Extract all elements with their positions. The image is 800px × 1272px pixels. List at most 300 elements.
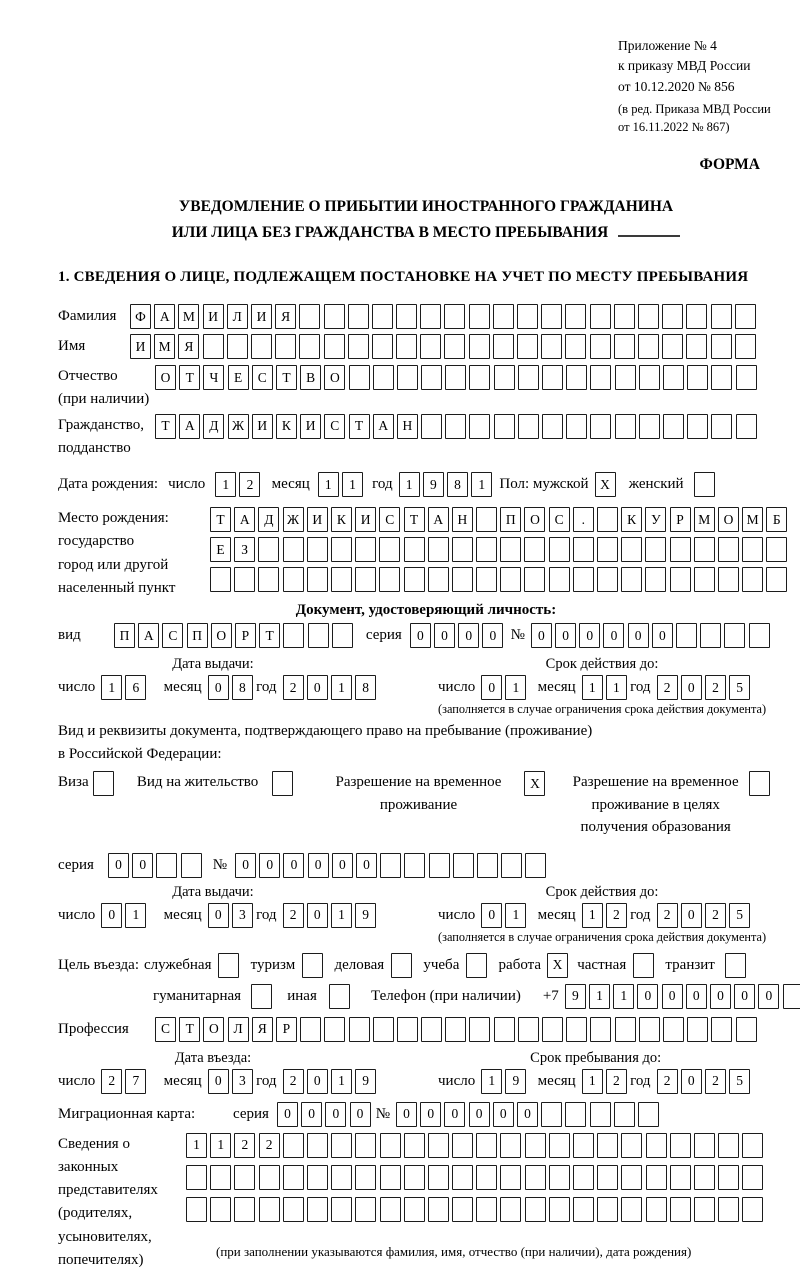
profession-char-box[interactable]: Л — [228, 1017, 249, 1042]
birth-place-char-box[interactable]: Д — [258, 507, 279, 532]
birth-place-char-box[interactable]: Т — [210, 507, 231, 532]
birth-place-char-box[interactable]: С — [379, 507, 400, 532]
stay-year-box[interactable]: 0 — [681, 1069, 702, 1094]
birth-year-box[interactable]: 1 — [399, 472, 420, 497]
doc-type-char-box[interactable]: П — [187, 623, 208, 648]
citizenship-char-box[interactable]: И — [300, 414, 321, 439]
patronymic-char-box[interactable] — [494, 365, 515, 390]
name-char-box[interactable] — [662, 334, 683, 359]
profession-char-box[interactable] — [566, 1017, 587, 1042]
birth-place-char-box[interactable] — [452, 537, 473, 562]
guardians-char-box[interactable] — [476, 1197, 497, 1222]
entry-day-box[interactable]: 7 — [125, 1069, 146, 1094]
patronymic-char-box[interactable] — [687, 365, 708, 390]
name-char-box[interactable] — [324, 334, 345, 359]
guardians-char-box[interactable] — [428, 1133, 449, 1158]
profession-char-box[interactable] — [736, 1017, 757, 1042]
birth-place-char-box[interactable] — [258, 567, 279, 592]
name-char-box[interactable] — [444, 334, 465, 359]
guardians-char-box[interactable] — [283, 1133, 304, 1158]
guardians-char-box[interactable] — [525, 1133, 546, 1158]
migration-series-box[interactable]: 0 — [350, 1102, 371, 1127]
surname-char-box[interactable] — [420, 304, 441, 329]
profession-char-box[interactable] — [300, 1017, 321, 1042]
phone-digit-box[interactable]: 1 — [589, 984, 610, 1009]
guardians-char-box[interactable] — [355, 1197, 376, 1222]
patronymic-char-box[interactable]: Е — [228, 365, 249, 390]
birth-place-char-box[interactable] — [283, 537, 304, 562]
birth-month-box[interactable]: 1 — [342, 472, 363, 497]
profession-char-box[interactable] — [373, 1017, 394, 1042]
patronymic-char-box[interactable] — [349, 365, 370, 390]
migration-number-box[interactable]: 0 — [493, 1102, 514, 1127]
guardians-char-box[interactable] — [549, 1197, 570, 1222]
migration-series-box[interactable]: 0 — [301, 1102, 322, 1127]
guardians-char-box[interactable] — [234, 1197, 255, 1222]
guardians-char-box[interactable] — [500, 1197, 521, 1222]
name-char-box[interactable]: Я — [178, 334, 199, 359]
phone-digit-box[interactable]: 0 — [637, 984, 658, 1009]
surname-char-box[interactable] — [711, 304, 732, 329]
temp-residence-box[interactable]: X — [524, 771, 545, 796]
birth-place-char-box[interactable]: А — [234, 507, 255, 532]
patronymic-char-box[interactable] — [711, 365, 732, 390]
patronymic-char-box[interactable] — [518, 365, 539, 390]
guardians-char-box[interactable] — [259, 1165, 280, 1190]
profession-char-box[interactable] — [349, 1017, 370, 1042]
profession-char-box[interactable]: Т — [179, 1017, 200, 1042]
patronymic-char-box[interactable] — [469, 365, 490, 390]
surname-char-box[interactable] — [614, 304, 635, 329]
guardians-char-box[interactable] — [283, 1165, 304, 1190]
citizenship-char-box[interactable]: С — [324, 414, 345, 439]
surname-char-box[interactable] — [324, 304, 345, 329]
permit-number-box[interactable] — [404, 853, 425, 878]
profession-char-box[interactable] — [663, 1017, 684, 1042]
guardians-char-box[interactable] — [476, 1165, 497, 1190]
profession-char-box[interactable] — [421, 1017, 442, 1042]
migration-number-box[interactable]: 0 — [420, 1102, 441, 1127]
guardians-char-box[interactable] — [646, 1165, 667, 1190]
permit-series-box[interactable]: 0 — [132, 853, 153, 878]
surname-char-box[interactable] — [372, 304, 393, 329]
birth-year-box[interactable]: 8 — [447, 472, 468, 497]
citizenship-char-box[interactable] — [711, 414, 732, 439]
doc-number-box[interactable]: 0 — [579, 623, 600, 648]
permit-series-box[interactable]: 0 — [108, 853, 129, 878]
permit-number-box[interactable] — [429, 853, 450, 878]
stay-month-box[interactable]: 1 — [582, 1069, 603, 1094]
guardians-char-box[interactable] — [452, 1165, 473, 1190]
guardians-char-box[interactable] — [694, 1165, 715, 1190]
guardians-char-box[interactable] — [718, 1197, 739, 1222]
name-char-box[interactable] — [493, 334, 514, 359]
permit-number-box[interactable]: 0 — [356, 853, 377, 878]
doc-expiry-day-box[interactable]: 1 — [505, 675, 526, 700]
birth-place-char-box[interactable] — [645, 567, 666, 592]
purpose-private-box[interactable] — [633, 953, 654, 978]
phone-digit-box[interactable] — [783, 984, 800, 1009]
birth-place-char-box[interactable] — [670, 537, 691, 562]
guardians-char-box[interactable] — [452, 1133, 473, 1158]
doc-expiry-day-box[interactable]: 0 — [481, 675, 502, 700]
doc-issue-month-box[interactable]: 8 — [232, 675, 253, 700]
guardians-char-box[interactable] — [718, 1165, 739, 1190]
doc-issue-day-box[interactable]: 1 — [101, 675, 122, 700]
permit-number-box[interactable]: 0 — [235, 853, 256, 878]
name-char-box[interactable] — [469, 334, 490, 359]
doc-issue-year-box[interactable]: 0 — [307, 675, 328, 700]
doc-number-box[interactable]: 0 — [531, 623, 552, 648]
doc-expiry-month-box[interactable]: 1 — [582, 675, 603, 700]
birth-place-char-box[interactable] — [258, 537, 279, 562]
migration-number-box[interactable]: 0 — [396, 1102, 417, 1127]
purpose-work-box[interactable]: X — [547, 953, 568, 978]
profession-char-box[interactable] — [494, 1017, 515, 1042]
patronymic-char-box[interactable] — [421, 365, 442, 390]
permit-expiry-day-box[interactable]: 1 — [505, 903, 526, 928]
patronymic-char-box[interactable]: С — [252, 365, 273, 390]
guardians-char-box[interactable] — [573, 1165, 594, 1190]
entry-year-box[interactable]: 2 — [283, 1069, 304, 1094]
surname-char-box[interactable] — [735, 304, 756, 329]
doc-type-char-box[interactable]: А — [138, 623, 159, 648]
permit-expiry-year-box[interactable]: 2 — [705, 903, 726, 928]
guardians-char-box[interactable] — [186, 1197, 207, 1222]
birth-place-char-box[interactable] — [452, 567, 473, 592]
birth-place-char-box[interactable] — [428, 537, 449, 562]
doc-type-char-box[interactable] — [332, 623, 353, 648]
guardians-char-box[interactable] — [380, 1165, 401, 1190]
guardians-char-box[interactable] — [742, 1133, 763, 1158]
doc-issue-year-box[interactable]: 2 — [283, 675, 304, 700]
profession-char-box[interactable] — [469, 1017, 490, 1042]
permit-expiry-month-box[interactable]: 2 — [606, 903, 627, 928]
birth-place-char-box[interactable] — [573, 567, 594, 592]
surname-char-box[interactable] — [541, 304, 562, 329]
doc-type-char-box[interactable] — [308, 623, 329, 648]
patronymic-char-box[interactable] — [590, 365, 611, 390]
patronymic-char-box[interactable]: Ч — [203, 365, 224, 390]
guardians-char-box[interactable] — [670, 1197, 691, 1222]
name-char-box[interactable] — [420, 334, 441, 359]
permit-expiry-year-box[interactable]: 2 — [657, 903, 678, 928]
guardians-char-box[interactable] — [307, 1133, 328, 1158]
stay-year-box[interactable]: 2 — [657, 1069, 678, 1094]
profession-char-box[interactable] — [324, 1017, 345, 1042]
doc-issue-year-box[interactable]: 8 — [355, 675, 376, 700]
purpose-other-box[interactable] — [329, 984, 350, 1009]
birth-place-char-box[interactable] — [573, 537, 594, 562]
citizenship-char-box[interactable] — [421, 414, 442, 439]
permit-issue-year-box[interactable]: 2 — [283, 903, 304, 928]
doc-number-box[interactable]: 0 — [603, 623, 624, 648]
guardians-char-box[interactable] — [380, 1197, 401, 1222]
guardians-char-box[interactable] — [355, 1165, 376, 1190]
guardians-char-box[interactable] — [694, 1133, 715, 1158]
guardians-char-box[interactable] — [234, 1165, 255, 1190]
birth-place-char-box[interactable] — [670, 567, 691, 592]
guardians-char-box[interactable] — [597, 1165, 618, 1190]
permit-series-box[interactable] — [181, 853, 202, 878]
name-char-box[interactable] — [517, 334, 538, 359]
birth-place-char-box[interactable] — [500, 537, 521, 562]
permit-expiry-year-box[interactable]: 5 — [729, 903, 750, 928]
citizenship-char-box[interactable]: А — [373, 414, 394, 439]
phone-digit-box[interactable]: 1 — [613, 984, 634, 1009]
surname-char-box[interactable] — [590, 304, 611, 329]
birth-place-char-box[interactable] — [404, 567, 425, 592]
stay-year-box[interactable]: 2 — [705, 1069, 726, 1094]
profession-char-box[interactable] — [542, 1017, 563, 1042]
birth-place-char-box[interactable] — [597, 567, 618, 592]
guardians-char-box[interactable] — [500, 1133, 521, 1158]
residence-permit-box[interactable] — [272, 771, 293, 796]
birth-place-char-box[interactable]: О — [524, 507, 545, 532]
purpose-tourism-box[interactable] — [302, 953, 323, 978]
permit-issue-year-box[interactable]: 1 — [331, 903, 352, 928]
name-char-box[interactable] — [614, 334, 635, 359]
guardians-char-box[interactable] — [573, 1197, 594, 1222]
permit-number-box[interactable]: 0 — [332, 853, 353, 878]
doc-expiry-year-box[interactable]: 2 — [705, 675, 726, 700]
citizenship-char-box[interactable] — [469, 414, 490, 439]
patronymic-char-box[interactable] — [373, 365, 394, 390]
permit-expiry-year-box[interactable]: 0 — [681, 903, 702, 928]
name-char-box[interactable]: И — [130, 334, 151, 359]
profession-char-box[interactable] — [711, 1017, 732, 1042]
migration-number-box[interactable] — [541, 1102, 562, 1127]
guardians-char-box[interactable] — [597, 1197, 618, 1222]
name-char-box[interactable] — [735, 334, 756, 359]
citizenship-char-box[interactable]: Т — [155, 414, 176, 439]
guardians-char-box[interactable] — [404, 1165, 425, 1190]
name-char-box[interactable] — [275, 334, 296, 359]
guardians-char-box[interactable] — [670, 1133, 691, 1158]
birth-year-box[interactable]: 9 — [423, 472, 444, 497]
permit-number-box[interactable] — [477, 853, 498, 878]
patronymic-char-box[interactable]: Т — [179, 365, 200, 390]
name-char-box[interactable] — [565, 334, 586, 359]
birth-place-char-box[interactable] — [476, 507, 497, 532]
surname-char-box[interactable]: Я — [275, 304, 296, 329]
doc-number-box[interactable] — [749, 623, 770, 648]
guardians-char-box[interactable] — [549, 1133, 570, 1158]
migration-number-box[interactable]: 0 — [444, 1102, 465, 1127]
entry-year-box[interactable]: 1 — [331, 1069, 352, 1094]
citizenship-char-box[interactable] — [494, 414, 515, 439]
birth-place-char-box[interactable]: К — [331, 507, 352, 532]
guardians-char-box[interactable] — [331, 1133, 352, 1158]
guardians-char-box[interactable] — [307, 1197, 328, 1222]
guardians-char-box[interactable] — [742, 1197, 763, 1222]
permit-number-box[interactable]: 0 — [283, 853, 304, 878]
guardians-char-box[interactable] — [259, 1197, 280, 1222]
birth-place-char-box[interactable] — [597, 507, 618, 532]
name-char-box[interactable] — [541, 334, 562, 359]
profession-char-box[interactable] — [590, 1017, 611, 1042]
birth-place-char-box[interactable] — [694, 567, 715, 592]
name-char-box[interactable] — [299, 334, 320, 359]
birth-place-char-box[interactable] — [283, 567, 304, 592]
citizenship-char-box[interactable]: Ж — [228, 414, 249, 439]
birth-place-char-box[interactable] — [549, 567, 570, 592]
migration-series-box[interactable]: 0 — [277, 1102, 298, 1127]
name-char-box[interactable] — [686, 334, 707, 359]
profession-char-box[interactable]: Р — [276, 1017, 297, 1042]
doc-type-char-box[interactable]: С — [162, 623, 183, 648]
name-char-box[interactable] — [590, 334, 611, 359]
citizenship-char-box[interactable] — [445, 414, 466, 439]
patronymic-char-box[interactable] — [639, 365, 660, 390]
doc-type-char-box[interactable]: П — [114, 623, 135, 648]
guardians-char-box[interactable] — [500, 1165, 521, 1190]
birth-place-char-box[interactable]: З — [234, 537, 255, 562]
name-char-box[interactable] — [396, 334, 417, 359]
birth-place-char-box[interactable] — [621, 537, 642, 562]
doc-issue-day-box[interactable]: 6 — [125, 675, 146, 700]
birth-place-char-box[interactable]: О — [718, 507, 739, 532]
citizenship-char-box[interactable]: Т — [349, 414, 370, 439]
surname-char-box[interactable] — [299, 304, 320, 329]
entry-year-box[interactable]: 9 — [355, 1069, 376, 1094]
migration-number-box[interactable] — [565, 1102, 586, 1127]
phone-digit-box[interactable]: 0 — [758, 984, 779, 1009]
guardians-char-box[interactable]: 1 — [210, 1133, 231, 1158]
surname-char-box[interactable] — [686, 304, 707, 329]
migration-number-box[interactable] — [590, 1102, 611, 1127]
doc-type-char-box[interactable]: Р — [235, 623, 256, 648]
purpose-transit-box[interactable] — [725, 953, 746, 978]
migration-number-box[interactable] — [638, 1102, 659, 1127]
birth-place-char-box[interactable] — [379, 567, 400, 592]
permit-series-box[interactable] — [156, 853, 177, 878]
guardians-char-box[interactable] — [186, 1165, 207, 1190]
doc-series-box[interactable]: 0 — [458, 623, 479, 648]
birth-place-char-box[interactable] — [718, 537, 739, 562]
birth-place-char-box[interactable] — [549, 537, 570, 562]
surname-char-box[interactable] — [565, 304, 586, 329]
citizenship-char-box[interactable] — [639, 414, 660, 439]
surname-char-box[interactable]: И — [203, 304, 224, 329]
citizenship-char-box[interactable] — [590, 414, 611, 439]
birth-place-char-box[interactable]: Ж — [283, 507, 304, 532]
patronymic-char-box[interactable] — [663, 365, 684, 390]
citizenship-char-box[interactable] — [687, 414, 708, 439]
doc-number-box[interactable] — [724, 623, 745, 648]
guardians-char-box[interactable] — [621, 1165, 642, 1190]
citizenship-char-box[interactable] — [542, 414, 563, 439]
guardians-char-box[interactable] — [307, 1165, 328, 1190]
purpose-study-box[interactable] — [466, 953, 487, 978]
guardians-char-box[interactable] — [331, 1165, 352, 1190]
guardians-char-box[interactable] — [646, 1133, 667, 1158]
doc-issue-month-box[interactable]: 0 — [208, 675, 229, 700]
permit-expiry-day-box[interactable]: 0 — [481, 903, 502, 928]
phone-digit-box[interactable]: 0 — [662, 984, 683, 1009]
profession-char-box[interactable]: О — [203, 1017, 224, 1042]
profession-char-box[interactable]: С — [155, 1017, 176, 1042]
birth-place-char-box[interactable] — [428, 567, 449, 592]
guardians-char-box[interactable] — [428, 1165, 449, 1190]
birth-place-char-box[interactable] — [355, 537, 376, 562]
citizenship-char-box[interactable] — [566, 414, 587, 439]
guardians-char-box[interactable] — [428, 1197, 449, 1222]
entry-day-box[interactable]: 2 — [101, 1069, 122, 1094]
doc-expiry-year-box[interactable]: 0 — [681, 675, 702, 700]
patronymic-char-box[interactable] — [445, 365, 466, 390]
birth-place-char-box[interactable] — [694, 537, 715, 562]
guardians-char-box[interactable] — [452, 1197, 473, 1222]
permit-issue-day-box[interactable]: 0 — [101, 903, 122, 928]
phone-digit-box[interactable]: 0 — [686, 984, 707, 1009]
birth-place-char-box[interactable] — [210, 567, 231, 592]
doc-expiry-year-box[interactable]: 5 — [729, 675, 750, 700]
doc-expiry-month-box[interactable]: 1 — [606, 675, 627, 700]
guardians-char-box[interactable] — [380, 1133, 401, 1158]
doc-expiry-year-box[interactable]: 2 — [657, 675, 678, 700]
migration-number-box[interactable] — [614, 1102, 635, 1127]
sex-male-box[interactable]: X — [595, 472, 616, 497]
surname-char-box[interactable]: Л — [227, 304, 248, 329]
temp-residence-edu-box[interactable] — [749, 771, 770, 796]
birth-place-char-box[interactable] — [524, 567, 545, 592]
migration-number-box[interactable]: 0 — [517, 1102, 538, 1127]
stay-day-box[interactable]: 9 — [505, 1069, 526, 1094]
surname-char-box[interactable]: Ф — [130, 304, 151, 329]
name-char-box[interactable] — [227, 334, 248, 359]
phone-digit-box[interactable]: 0 — [734, 984, 755, 1009]
birth-place-char-box[interactable]: . — [573, 507, 594, 532]
citizenship-char-box[interactable] — [615, 414, 636, 439]
phone-digit-box[interactable]: 0 — [710, 984, 731, 1009]
guardians-char-box[interactable] — [283, 1197, 304, 1222]
name-char-box[interactable] — [711, 334, 732, 359]
name-char-box[interactable] — [372, 334, 393, 359]
birth-place-char-box[interactable]: И — [307, 507, 328, 532]
birth-place-char-box[interactable]: Р — [670, 507, 691, 532]
birth-place-char-box[interactable] — [476, 537, 497, 562]
birth-place-char-box[interactable] — [234, 567, 255, 592]
permit-issue-year-box[interactable]: 9 — [355, 903, 376, 928]
birth-place-char-box[interactable] — [331, 537, 352, 562]
surname-char-box[interactable] — [469, 304, 490, 329]
purpose-business-box[interactable] — [391, 953, 412, 978]
birth-place-char-box[interactable] — [597, 537, 618, 562]
guardians-char-box[interactable] — [573, 1133, 594, 1158]
birth-place-char-box[interactable] — [331, 567, 352, 592]
purpose-humanitarian-box[interactable] — [251, 984, 272, 1009]
doc-type-char-box[interactable] — [283, 623, 304, 648]
profession-char-box[interactable]: Я — [252, 1017, 273, 1042]
guardians-char-box[interactable] — [549, 1165, 570, 1190]
birth-place-char-box[interactable] — [307, 567, 328, 592]
birth-place-char-box[interactable]: Е — [210, 537, 231, 562]
birth-day-box[interactable]: 2 — [239, 472, 260, 497]
birth-place-char-box[interactable] — [718, 567, 739, 592]
patronymic-char-box[interactable]: В — [300, 365, 321, 390]
title-blank-underline[interactable] — [618, 221, 680, 237]
birth-place-char-box[interactable] — [766, 567, 787, 592]
guardians-char-box[interactable] — [646, 1197, 667, 1222]
guardians-char-box[interactable] — [525, 1165, 546, 1190]
stay-year-box[interactable]: 5 — [729, 1069, 750, 1094]
birth-day-box[interactable]: 1 — [215, 472, 236, 497]
patronymic-char-box[interactable] — [736, 365, 757, 390]
permit-number-box[interactable]: 0 — [259, 853, 280, 878]
permit-number-box[interactable] — [380, 853, 401, 878]
guardians-char-box[interactable] — [597, 1133, 618, 1158]
